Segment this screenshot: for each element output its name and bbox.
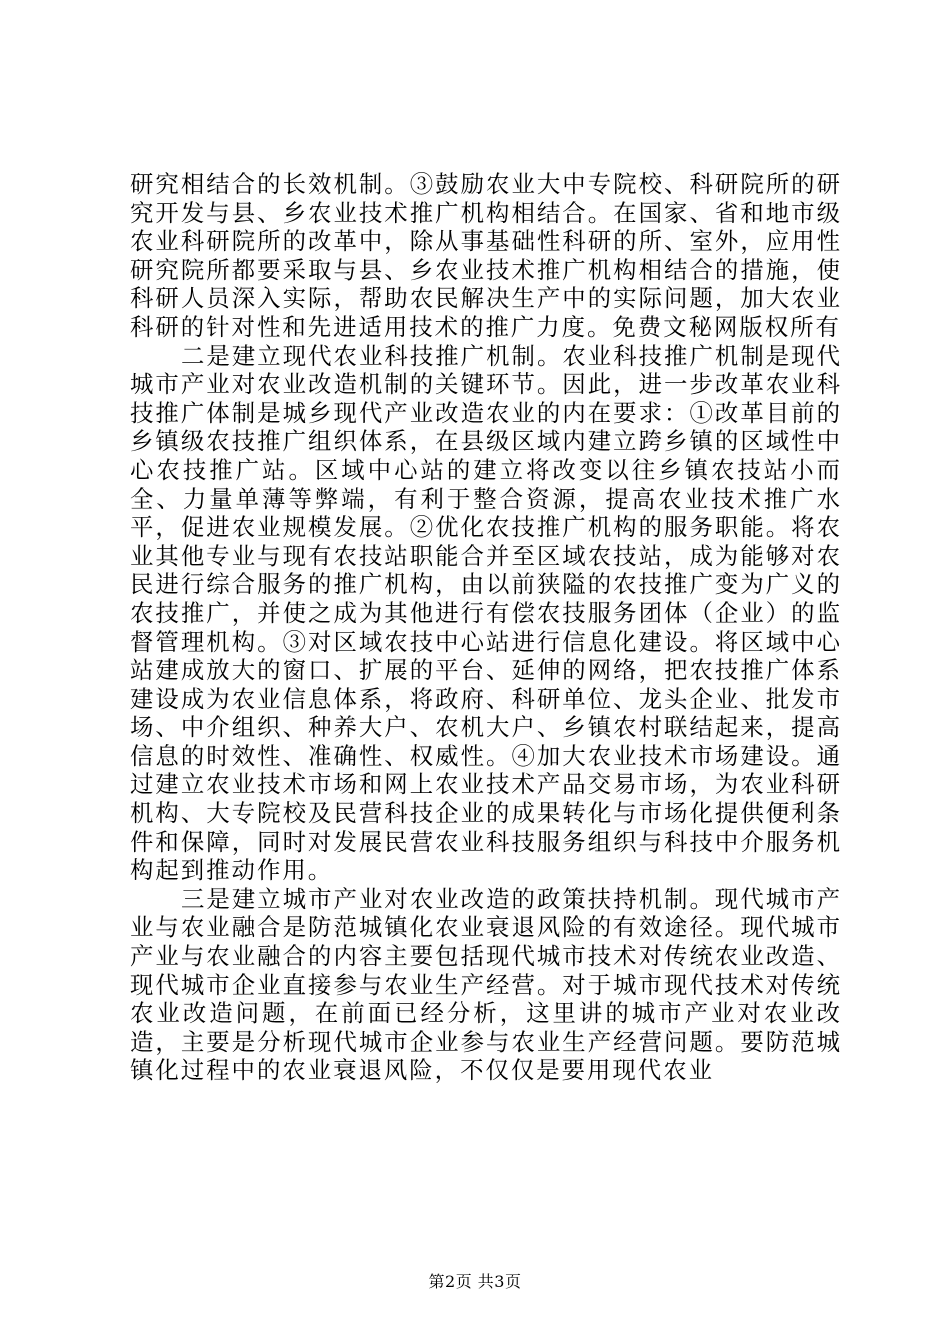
document-body — [130, 170, 842, 1085]
paragraph-2: 二是建立现代农业科技推广机制。农业科技推广机制是现代城市产业对农业改造机制的关键环节。因此，进一步改革农业科技推广体制是城乡现代产业改造农业的内在要求：①改革目前的乡镇级农技推广组织体系，在县级区域内建立跨乡镇的区域性中心农技推广站。区域中心站的建立将改变以往乡镇农技站小而全、力量单薄等弊端，有利于整合资源，提高农业技术推广水平，促进农业规模发展。②优化农技推广机构的服务职能。将农业其他专业与现有农技站职能合并至区域农技站，成为能够对农民进行综合服务的推广机构，由以前狭隘的农技推广变为广义的农技推广，并使之成为其他进行有偿农技服务团体（企业）的监督管理机构。③对区域农技中心站进行信息化建设。将区域中心站建成放大的窗口、扩展的平台、延伸的网络，把农技推广体系建设成为农业信息体系，将政府、科研单位、龙头企业、批发市场、中介组织、种养大户、农机大户、乡镇农村联结起来，提高信息的时效性、准确性、权威性。④加大农业技术市场建设。通过建立农业技术市场和网上农业技术产品交易市场，为农业科研机构、大专院校及民营科技企业的成果转化与市场化提供便利条件和保障，同时对发展民营农业科技服务组织与科技中介服务机构起到推动作用。 — [130, 341, 842, 885]
page-number-footer: 第2页 共3页 — [428, 1272, 522, 1291]
paragraph-1: 研究相结合的长效机制。③鼓励农业大中专院校、科研院所的研究开发与县、乡农业技术推广机构相结合。在国家、省和地市级农业科研院所的改革中，除从事基础性科研的所、室外，应用性研究院所都要采取与县、乡农业技术推广机构相结合的措施，使科研人员深入实际，帮助农民解决生产中的实际问题，加大农业科研的针对性和先进适用技术的推广力度。免费文秘网版权所有 — [130, 170, 842, 341]
paragraph-3: 三是建立城市产业对农业改造的政策扶持机制。现代城市产业与农业融合是防范城镇化农业衰退风险的有效途径。现代城市产业与农业融合的内容主要包括现代城市技术对传统农业改造、现代城市企业直接参与农业生产经营。对于城市现代技术对传统农业改造问题，在前面已经分析，这里讲的城市产业对农业改造，主要是分析现代城市企业参与农业生产经营问题。要防范城镇化过程中的农业衰退风险，不仅仅是要用现代农业 — [130, 884, 842, 1085]
